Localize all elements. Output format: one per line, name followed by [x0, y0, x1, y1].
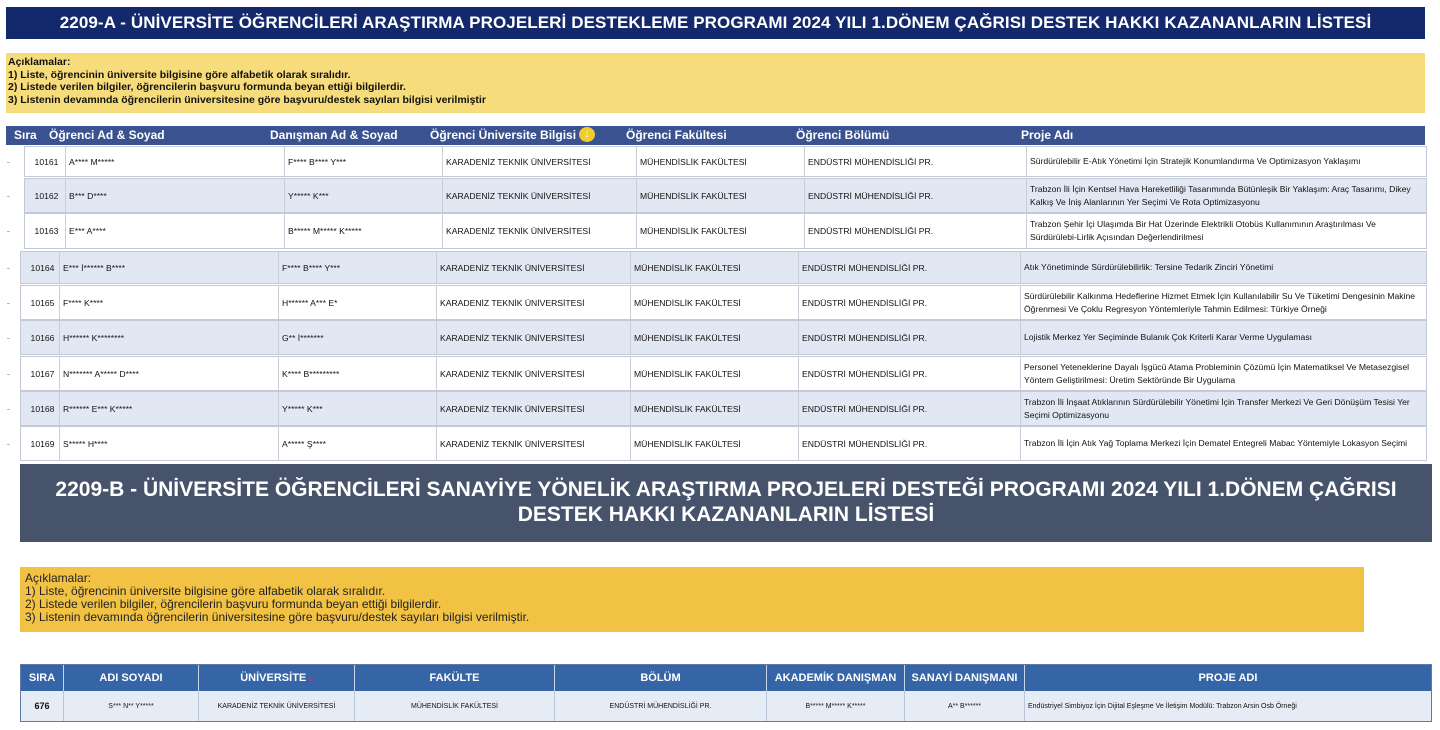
cell-university: KARADENİZ TEKNİK ÜNİVERSİTESİ: [436, 392, 630, 425]
table-row[interactable]: [20, 426, 1427, 461]
cell-project: Trabzon İli İnşaat Atıklarının Sürdürülebilir Yönetimi İçin Transfer Merkezi Ve Geri Dönüşüm Tesisi Yer Seçimi Optimizasyonu: [1020, 392, 1422, 425]
col-header-university-label: Öğrenci Üniversite Bilgisi: [430, 128, 577, 142]
cell-faculty: MÜHENDİSLİK FAKÜLTESİ: [630, 357, 798, 390]
col-header-name[interactable]: ADI SOYADI: [64, 665, 199, 691]
cell-faculty: MÜHENDİSLİK FAKÜLTESİ: [636, 179, 804, 212]
cell-faculty: MÜHENDİSLİK FAKÜLTESİ: [636, 147, 804, 176]
col-header-project[interactable]: PROJE ADI: [1198, 672, 1258, 684]
cell-faculty: MÜHENDİSLİK FAKÜLTESİ: [636, 214, 804, 248]
table-row[interactable]: [20, 320, 1427, 355]
cell-student: B*** D****: [65, 179, 284, 212]
table-row: [21, 691, 1431, 721]
cell-student: A**** M*****: [65, 147, 284, 176]
section-a-notes: [6, 53, 1425, 113]
col-header-university[interactable]: [430, 128, 595, 143]
notes-line: 1) Liste, öğrencinin üniversite bilgisine göre alfabetik olarak sıralıdır.: [25, 584, 386, 598]
cell-project: Atık Yönetiminde Sürdürülebilirlik: Tersine Tedarik Zinciri Yönetimi: [1020, 252, 1422, 283]
row-marker: [7, 338, 10, 339]
col-header-sira[interactable]: SIRA: [21, 665, 64, 691]
cell-no: 10164: [30, 262, 55, 273]
cell-name: S*** N** Y*****: [64, 691, 199, 721]
cell-advisor: H****** A*** E*: [278, 286, 436, 319]
cell-advisor: A***** Ş****: [278, 427, 436, 460]
cell-faculty: MÜHENDİSLİK FAKÜLTESİ: [630, 427, 798, 460]
col-header-project[interactable]: Proje Adı: [1021, 128, 1074, 142]
cell-department: ENDÜSTRİ MÜHENDİSLİĞİ PR.: [798, 321, 1020, 354]
cell-project: Sürdürülebilir Kalkınma Hedeflerine Hizmet Etmek İçin Kullanılabilir Su Ve Tüketimi Dengesinin Makine Öğrenmesi Ve Çoklu Regresyon Yöntemleriyle Tahmin Edilmesi: Türkiye Örneği: [1020, 286, 1422, 319]
notes-line: 3) Listenin devamında öğrencilerin üniversitesine göre başvuru/destek sayıları bilgisi verilmiştir.: [25, 610, 530, 624]
sort-down-icon[interactable]: ↓: [579, 127, 595, 142]
col-header-advisor[interactable]: Danışman Ad & Soyad: [270, 128, 398, 142]
cell-project: Personel Yeteneklerine Dayalı İşgücü Atama Probleminin Çözümü İçin Matematiksel Ve Metasezgisel Yöntem Geliştirilmesi: Üretim Sektöründe Bir Uygulama: [1020, 357, 1422, 390]
cell-department: ENDÜSTRİ MÜHENDİSLİĞİ PR.: [798, 357, 1020, 390]
col-header-sira[interactable]: Sıra: [14, 128, 37, 142]
table-row[interactable]: [24, 146, 1427, 177]
cell-department: ENDÜSTRİ MÜHENDİSLİĞİ PR.: [798, 252, 1020, 283]
sort-mark-icon[interactable]: ↓: [308, 673, 313, 683]
table-row[interactable]: [24, 213, 1427, 249]
cell-student: R****** E*** K*****: [59, 392, 278, 425]
table-row[interactable]: [20, 356, 1427, 391]
table-a-header: [6, 126, 1425, 145]
cell-no: 10163: [34, 226, 59, 236]
col-header-faculty[interactable]: FAKÜLTE: [355, 665, 555, 691]
cell-no: 676: [21, 691, 64, 721]
cell-student: S***** H****: [59, 427, 278, 460]
cell-no: 10168: [30, 403, 55, 414]
cell-faculty: MÜHENDİSLİK FAKÜLTESİ: [630, 286, 798, 319]
cell-no: 10162: [34, 190, 59, 201]
cell-faculty: MÜHENDİSLİK FAKÜLTESİ: [355, 691, 555, 721]
cell-university: KARADENİZ TEKNİK ÜNİVERSİTESİ: [199, 691, 355, 721]
cell-university: KARADENİZ TEKNİK ÜNİVERSİTESİ: [436, 321, 630, 354]
notes-line: 3) Listenin devamında öğrencilerin üniversitesine göre başvuru/destek sayıları bilgisi verilmiştir: [8, 93, 486, 106]
cell-advisor: G** İ*******: [278, 321, 436, 354]
row-marker: [7, 196, 10, 197]
cell-project: Trabzon İli İçin Kentsel Hava Hareketliliği Tasarımında Bütünleşik Bir Yaklaşım: Araç Tasarımı, Dikey Kalkış Ve İniş Alanlarının Yer Seçimi Ve Rota Optimizasyonu: [1026, 179, 1428, 212]
cell-university: KARADENİZ TEKNİK ÜNİVERSİTESİ: [442, 179, 636, 212]
cell-faculty: MÜHENDİSLİK FAKÜLTESİ: [630, 321, 798, 354]
table-b-header: [21, 665, 1431, 691]
cell-project: Trabzon Şehir İçi Ulaşımda Bir Hat Üzerinde Elektrikli Otobüs Kullanımının Araştırılması Ve Sürdürülebi-Lirlik Açısından Değerlendirilmesi: [1026, 214, 1428, 248]
cell-university: KARADENİZ TEKNİK ÜNİVERSİTESİ: [436, 357, 630, 390]
cell-student: F**** K****: [59, 286, 278, 319]
table-row[interactable]: [20, 251, 1427, 284]
cell-academic-advisor: B***** M***** K*****: [767, 691, 905, 721]
notes-line: 2) Listede verilen bilgiler, öğrencilerin başvuru formunda beyan ettiği bilgilerdir.: [25, 597, 442, 611]
col-header-university-label: ÜNİVERSİTE: [240, 672, 307, 684]
notes-line: 2) Listede verilen bilgiler, öğrencilerin başvuru formunda beyan ettiği bilgilerdir.: [8, 81, 406, 93]
row-marker: [7, 231, 10, 232]
cell-student: N******* A***** D****: [59, 357, 278, 390]
table-row[interactable]: [20, 285, 1427, 320]
cell-student: E*** A****: [65, 214, 284, 248]
col-header-academic-advisor[interactable]: AKADEMİK DANIŞMAN: [767, 665, 905, 691]
cell-student: H****** K********: [59, 321, 278, 354]
row-marker: [7, 409, 10, 410]
cell-advisor: F**** B**** Y***: [278, 252, 436, 283]
cell-faculty: MÜHENDİSLİK FAKÜLTESİ: [630, 392, 798, 425]
cell-project: Lojistik Merkez Yer Seçiminde Bulanık Çok Kriterli Karar Verme Uygulaması: [1020, 321, 1422, 354]
notes-line: 1) Liste, öğrencinin üniversite bilgisine göre alfabetik olarak sıralıdır.: [8, 68, 351, 81]
col-header-faculty[interactable]: Öğrenci Fakültesi: [626, 128, 727, 142]
cell-department: ENDÜSTRİ MÜHENDİSLİĞİ PR.: [804, 179, 1026, 212]
cell-department: ENDÜSTRİ MÜHENDİSLİĞİ PR.: [804, 147, 1026, 176]
cell-university: KARADENİZ TEKNİK ÜNİVERSİTESİ: [442, 214, 636, 248]
cell-faculty: MÜHENDİSLİK FAKÜLTESİ: [630, 252, 798, 283]
cell-project: Endüstriyel Simbiyoz İçin Dijital Eşleşme Ve İletişim Modülü: Trabzon Arsin Osb Örneği: [1028, 702, 1297, 710]
col-header-university[interactable]: [199, 665, 355, 691]
cell-university: KARADENİZ TEKNİK ÜNİVERSİTESİ: [442, 147, 636, 176]
cell-no: 10167: [30, 368, 55, 379]
col-header-student[interactable]: Öğrenci Ad & Soyad: [49, 128, 165, 142]
cell-advisor: Y***** K***: [278, 392, 436, 425]
cell-department: ENDÜSTRİ MÜHENDİSLİĞİ PR.: [798, 286, 1020, 319]
cell-department: ENDÜSTRİ MÜHENDİSLİĞİ PR.: [555, 691, 767, 721]
table-row[interactable]: [24, 178, 1427, 213]
cell-no: 10161: [34, 156, 59, 167]
cell-student: E*** İ****** B****: [59, 252, 278, 283]
cell-no: 10166: [30, 332, 55, 343]
col-header-industry-advisor[interactable]: SANAYİ DANIŞMANI: [905, 665, 1025, 691]
section-a-title: 2209-A - ÜNİVERSİTE ÖĞRENCİLERİ ARAŞTIRMA PROJELERİ DESTEKLEME PROGRAMI 2024 YILI 1.DÖNEM ÇAĞRISI DESTEK HAKKI KAZANANLARIN LİSTESİ: [6, 7, 1425, 39]
table-b: [20, 664, 1432, 722]
cell-university: KARADENİZ TEKNİK ÜNİVERSİTESİ: [436, 427, 630, 460]
cell-industry-advisor: A** B******: [905, 691, 1025, 721]
notes-line: Açıklamalar:: [8, 56, 71, 68]
cell-department: ENDÜSTRİ MÜHENDİSLİĞİ PR.: [798, 392, 1020, 425]
cell-university: KARADENİZ TEKNİK ÜNİVERSİTESİ: [436, 252, 630, 283]
cell-no: 10169: [30, 438, 55, 449]
section-b-title: 2209-B - ÜNİVERSİTE ÖĞRENCİLERİ SANAYİYE YÖNELİK ARAŞTIRMA PROJELERİ DESTEĞİ PROGRAMI 2024 YILI 1.DÖNEM ÇAĞRISI DESTEK HAKKI KAZANANLARIN LİSTESİ: [20, 464, 1432, 542]
cell-advisor: Y***** K***: [284, 179, 442, 212]
cell-project: Trabzon İli İçin Atık Yağ Toplama Merkezi İçin Dematel Entegreli Mabac Yöntemiyle Lokasyon Seçimi: [1020, 427, 1422, 460]
cell-project: Sürdürülebilir E-Atık Yönetimi İçin Stratejik Konumlandırma Ve Optimizasyon Yaklaşımı: [1026, 147, 1428, 176]
row-marker: [7, 303, 10, 304]
row-marker: [7, 268, 10, 269]
row-marker: [7, 162, 10, 163]
cell-department: ENDÜSTRİ MÜHENDİSLİĞİ PR.: [798, 427, 1020, 460]
cell-no: 10165: [30, 297, 55, 308]
cell-advisor: F**** B**** Y***: [284, 147, 442, 176]
cell-university: KARADENİZ TEKNİK ÜNİVERSİTESİ: [436, 286, 630, 319]
table-row[interactable]: [20, 391, 1427, 426]
cell-advisor: B***** M***** K*****: [284, 214, 442, 248]
cell-advisor: K**** B*********: [278, 357, 436, 390]
notes-line: Açıklamalar:: [25, 571, 92, 585]
cell-department: ENDÜSTRİ MÜHENDİSLİĞİ PR.: [804, 214, 1026, 248]
col-header-department[interactable]: Öğrenci Bölümü: [796, 128, 890, 142]
section-b-notes: [20, 567, 1364, 632]
col-header-department[interactable]: BÖLÜM: [555, 665, 767, 691]
row-marker: [7, 444, 10, 445]
row-marker: [7, 374, 10, 375]
